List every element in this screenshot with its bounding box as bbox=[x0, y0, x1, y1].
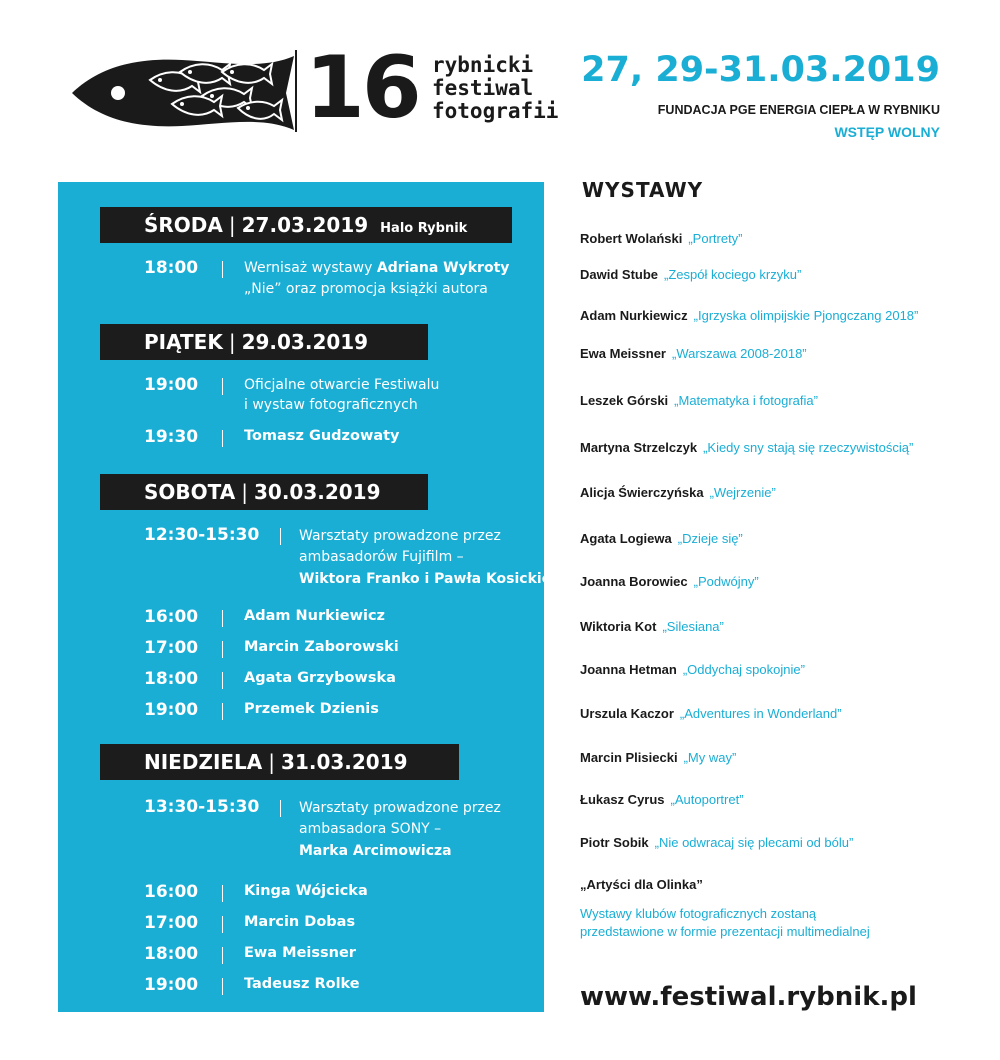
slot-speaker: Agata Grzybowska bbox=[244, 670, 396, 686]
exhibition-title: „Kiedy sny stają się rzeczywistością” bbox=[703, 440, 914, 455]
slot-time: 19:30 bbox=[144, 427, 199, 447]
exhibition-artist: Urszula Kaczor bbox=[580, 706, 674, 721]
slot-description: i wystaw fotograficznych bbox=[244, 397, 418, 413]
exhibition-title: „Matematyka i fotografia” bbox=[674, 393, 818, 408]
exhibition-item bbox=[580, 619, 724, 634]
exhibition-artist: Dawid Stube bbox=[580, 267, 659, 282]
slot-time: 16:00 bbox=[144, 607, 199, 627]
exhibition-title: „My way” bbox=[683, 750, 737, 765]
exhibition-artist: Martyna Strzelczyk bbox=[580, 440, 698, 455]
slot-description: Wiktora Franko i Pawła Kosickiego bbox=[299, 571, 571, 587]
day-name: NIEDZIELA bbox=[144, 750, 263, 774]
schedule-panel bbox=[58, 182, 571, 1012]
exhibition-artist: Joanna Hetman bbox=[580, 662, 677, 677]
exhibition-artist: Joanna Borowiec bbox=[580, 574, 688, 589]
slot-speaker: Marcin Zaborowski bbox=[244, 639, 399, 655]
exhibition-artist: Alicja Świerczyńska bbox=[580, 485, 704, 500]
slot-time: 17:00 bbox=[144, 913, 199, 933]
exhibition-item bbox=[580, 440, 913, 455]
exhibitions-heading: WYSTAWY bbox=[582, 178, 704, 202]
slot-time: 19:00 bbox=[144, 975, 199, 995]
slot-description: Warsztaty prowadzone przez bbox=[299, 528, 501, 544]
slot-description: „Nie” oraz promocja książki autora bbox=[244, 281, 488, 297]
exhibition-artist: Adam Nurkiewicz bbox=[580, 308, 688, 323]
exhibition-title: „Zespół kociego krzyku” bbox=[664, 267, 802, 282]
day-header-friday: PIĄTEK | 29.03.2019 bbox=[100, 324, 428, 360]
exhibition-artist: Piotr Sobik bbox=[580, 835, 649, 850]
slot-time: 12:30-15:30 bbox=[144, 525, 260, 545]
day-name: ŚRODA bbox=[144, 213, 223, 237]
exhibition-item bbox=[580, 531, 743, 546]
day-date: 29.03.2019 bbox=[241, 330, 369, 354]
clubs-note bbox=[580, 905, 870, 941]
exhibition-title: „Warszawa 2008-2018” bbox=[672, 346, 807, 361]
slot-time: 17:00 bbox=[144, 638, 199, 658]
exhibition-item bbox=[580, 393, 818, 408]
exhibition-title: „Nie odwracaj się plecami od bólu” bbox=[654, 835, 854, 850]
slot-description: Warsztaty prowadzone przez bbox=[299, 800, 501, 816]
festival-name-line: festiwal bbox=[432, 76, 534, 100]
exhibition-item bbox=[580, 231, 743, 246]
exhibition-item bbox=[580, 346, 807, 361]
slot-speaker: Adam Nurkiewicz bbox=[244, 608, 385, 624]
free-entry-label: WSTĘP WOLNY bbox=[834, 124, 940, 140]
slot-speaker: Przemek Dzienis bbox=[244, 701, 379, 717]
slot-time: 18:00 bbox=[144, 944, 199, 964]
day-date: 27.03.2019 bbox=[241, 213, 369, 237]
slot-speaker: Tadeusz Rolke bbox=[244, 976, 360, 992]
slot-description: ambasadorów Fujifilm – bbox=[299, 549, 464, 565]
slot-time: 18:00 bbox=[144, 258, 199, 278]
festival-name bbox=[432, 54, 558, 123]
slot-speaker: Ewa Meissner bbox=[244, 945, 356, 961]
exhibition-title: „Adventures in Wonderland” bbox=[679, 706, 842, 721]
day-date: 30.03.2019 bbox=[253, 480, 381, 504]
festival-name-line: fotografii bbox=[432, 99, 559, 123]
slot-time: 13:30-15:30 bbox=[144, 797, 260, 817]
exhibition-artist: Ewa Meissner bbox=[580, 346, 666, 361]
day-date: 31.03.2019 bbox=[281, 750, 408, 774]
day-header-wednesday: ŚRODA | 27.03.2019 Halo Rybnik bbox=[100, 207, 512, 243]
exhibition-title: „Oddychaj spokojnie” bbox=[682, 662, 805, 677]
exhibition-artist: Marcin Plisiecki bbox=[580, 750, 678, 765]
exhibition-item bbox=[580, 267, 801, 282]
exhibition-item bbox=[580, 485, 776, 500]
foundation-name: FUNDACJA PGE ENERGIA CIEPŁA W RYBNIKU bbox=[657, 103, 940, 117]
exhibition-title: „Wejrzenie” bbox=[709, 485, 776, 500]
slot-speaker: Kinga Wójcicka bbox=[244, 883, 368, 899]
exhibition-item bbox=[580, 750, 736, 765]
exhibition-title: „Silesiana” bbox=[662, 619, 724, 634]
exhibition-item bbox=[580, 662, 805, 677]
exhibition-title: „Autoportret” bbox=[670, 792, 744, 807]
festival-dates: 27, 29-31.03.2019 bbox=[581, 50, 940, 90]
slot-description: Wernisaż wystawy Adriana Wykroty bbox=[244, 260, 510, 276]
exhibition-artist: Łukasz Cyrus bbox=[580, 792, 665, 807]
slot-description: ambasadora SONY – bbox=[299, 821, 442, 837]
day-name: PIĄTEK bbox=[144, 330, 223, 354]
exhibition-artist: Leszek Górski bbox=[580, 393, 669, 408]
clubs-note-line: przedstawione w formie prezentacji multimedialnej bbox=[580, 924, 870, 939]
exhibition-item bbox=[580, 574, 759, 589]
slot-description: Oficjalne otwarcie Festiwalu bbox=[244, 377, 440, 393]
fish-logo-icon bbox=[72, 50, 304, 136]
exhibition-title: „Portrety” bbox=[688, 231, 743, 246]
exhibition-item bbox=[580, 792, 744, 807]
festival-name-line: rybnicki bbox=[432, 53, 534, 77]
day-header-sunday: NIEDZIELA | 31.03.2019 bbox=[100, 744, 459, 780]
edition-number: 16 bbox=[305, 38, 419, 138]
exhibition-item bbox=[580, 308, 918, 323]
exhibition-artist: „Artyści dla Olinka” bbox=[580, 877, 703, 892]
slot-description: Marka Arcimowicza bbox=[299, 843, 452, 859]
slot-time: 19:00 bbox=[144, 700, 199, 720]
exhibition-title: „Dzieje się” bbox=[677, 531, 743, 546]
exhibition-item bbox=[580, 835, 853, 850]
venue-name: Halo Rybnik bbox=[380, 221, 468, 236]
clubs-note-line: Wystawy klubów fotograficznych zostaną bbox=[580, 906, 817, 921]
exhibition-artist: Wiktoria Kot bbox=[580, 619, 657, 634]
slot-speaker: Tomasz Gudzowaty bbox=[244, 428, 400, 444]
day-name: SOBOTA bbox=[144, 480, 236, 504]
slot-time: 18:00 bbox=[144, 669, 199, 689]
website-link[interactable]: www.festiwal.rybnik.pl bbox=[580, 982, 917, 1012]
exhibition-title: „Igrzyska olimpijskie Pjongczang 2018” bbox=[693, 308, 919, 323]
exhibition-artist: Robert Wolański bbox=[580, 231, 683, 246]
exhibition-item bbox=[580, 706, 842, 721]
slot-time: 19:00 bbox=[144, 375, 199, 395]
exhibition-item bbox=[580, 877, 709, 892]
day-header-saturday: SOBOTA | 30.03.2019 bbox=[100, 474, 428, 510]
exhibition-artist: Agata Logiewa bbox=[580, 531, 672, 546]
slot-time: 16:00 bbox=[144, 882, 199, 902]
logo-divider bbox=[295, 50, 297, 132]
slot-speaker: Marcin Dobas bbox=[244, 914, 356, 930]
exhibition-title: „Podwójny” bbox=[693, 574, 759, 589]
